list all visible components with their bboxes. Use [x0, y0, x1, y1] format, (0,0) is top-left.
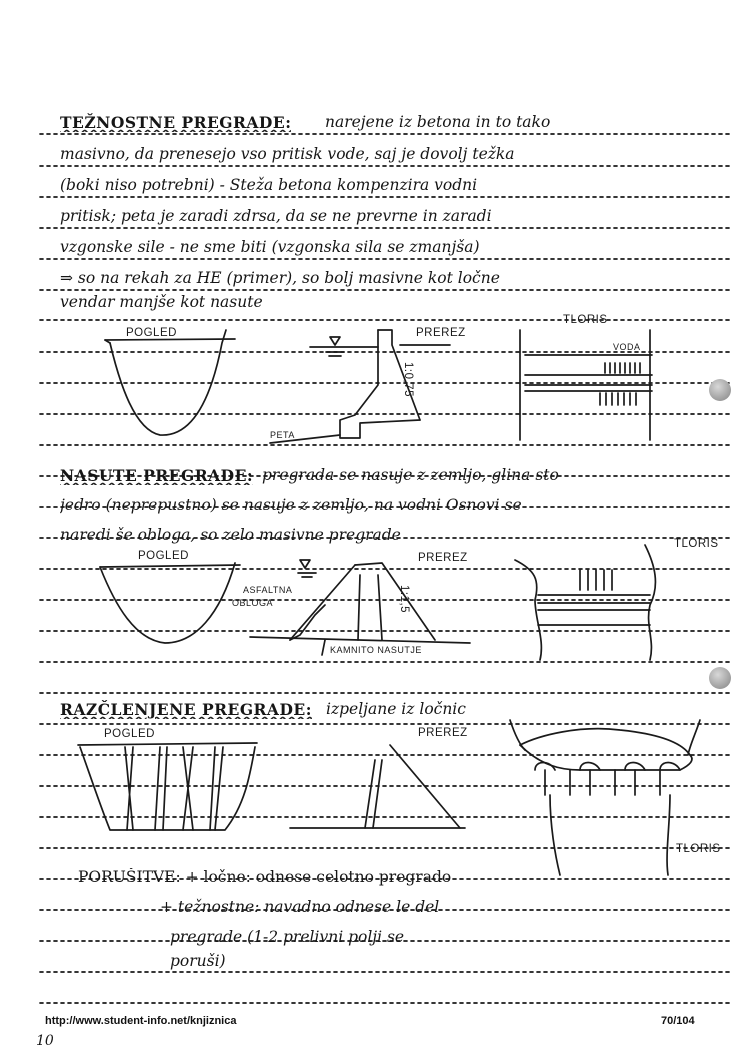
gravity-line: vzgonske sile - ne sme biti (vzgonska sila se zmanjša) — [60, 238, 480, 256]
punch-hole-top — [709, 379, 731, 401]
buttress-section-sketch — [290, 740, 470, 840]
gravity-line: vendar manjše kot nasute — [60, 293, 263, 311]
gravity-section-sketch — [300, 325, 460, 450]
page-number: 10 — [36, 1033, 54, 1049]
buttress-plan-label: TLORIS — [676, 843, 721, 855]
gravity-water-label: VODA — [613, 342, 641, 352]
gravity-heading: TEŽNOSTNE PREGRADE: — [60, 113, 292, 132]
failures-line: poruši) — [170, 952, 226, 970]
failures-line: + težnostne: navadno odnese le del — [160, 898, 440, 916]
gravity-plan-sketch — [510, 325, 670, 445]
embankment-fill-label: KAMNITO NASUTJE — [330, 645, 422, 655]
embankment-plan-sketch — [510, 540, 670, 665]
embankment-line: jedro (neprepustno) se nasuje z zemljo, na vodni Osnovi se — [60, 496, 522, 514]
gravity-line: pritisk; peta je zaradi zdrsa, da se ne prevrne in zaradi — [60, 207, 492, 225]
embankment-lining-label-2: OBLOGA — [232, 598, 274, 608]
failures-line: PORUŠITVE: + ločne: odnese celotno pregrado — [78, 868, 452, 886]
punch-hole-bottom — [709, 667, 731, 689]
embankment-line: pregrada se nasuje z zemljo, glina sto — [262, 466, 559, 484]
footer-url[interactable]: http://www.student-info.net/knjiznica — [45, 1015, 237, 1027]
gravity-line: (boki niso potrebni) - Steža betona kompenzira vodni — [60, 176, 478, 194]
buttress-view-sketch — [75, 735, 260, 845]
buttress-heading: RAZČLENJENE PREGRADE: — [60, 700, 312, 719]
gravity-heel-label: PETA — [270, 430, 295, 440]
gravity-line: narejene iz betona in to tako — [325, 113, 551, 131]
embankment-lining-label-1: ASFALTNA — [243, 585, 293, 595]
embankment-heading: NASUTE PREGRADE: — [60, 466, 254, 485]
buttress-section-label: PREREZ — [418, 727, 468, 739]
buttress-view-label: POGLED — [104, 728, 155, 740]
buttress-plan-sketch — [500, 715, 700, 875]
gravity-section-label: PREREZ — [416, 327, 466, 339]
embankment-plan-label: TLORIS — [674, 538, 719, 550]
gravity-plan-label: TLORIS — [563, 314, 608, 326]
gravity-slope-label: 1:0,75 — [402, 362, 414, 397]
footer-page-count: 70/104 — [661, 1015, 695, 1027]
gravity-view-sketch — [100, 325, 240, 445]
failures-line: pregrade (1-2 prelivni polji se — [170, 928, 405, 946]
gravity-line: ⇒ so na rekah za HE (primer), so bolj masivne kot ločne — [60, 269, 500, 287]
gravity-view-label: POGLED — [126, 327, 177, 339]
embankment-line: naredi še obloga, so zelo masivne pregrade — [60, 526, 401, 544]
embankment-slope-label: 1:1,5 — [398, 585, 410, 614]
embankment-view-label: POGLED — [138, 550, 189, 562]
embankment-section-label: PREREZ — [418, 552, 468, 564]
buttress-line: izpeljane iz ločnic — [326, 700, 466, 718]
gravity-line: masivno, da prenesejo vso pritisk vode, saj je dovolj težka — [60, 145, 515, 163]
embankment-view-sketch — [95, 555, 245, 655]
